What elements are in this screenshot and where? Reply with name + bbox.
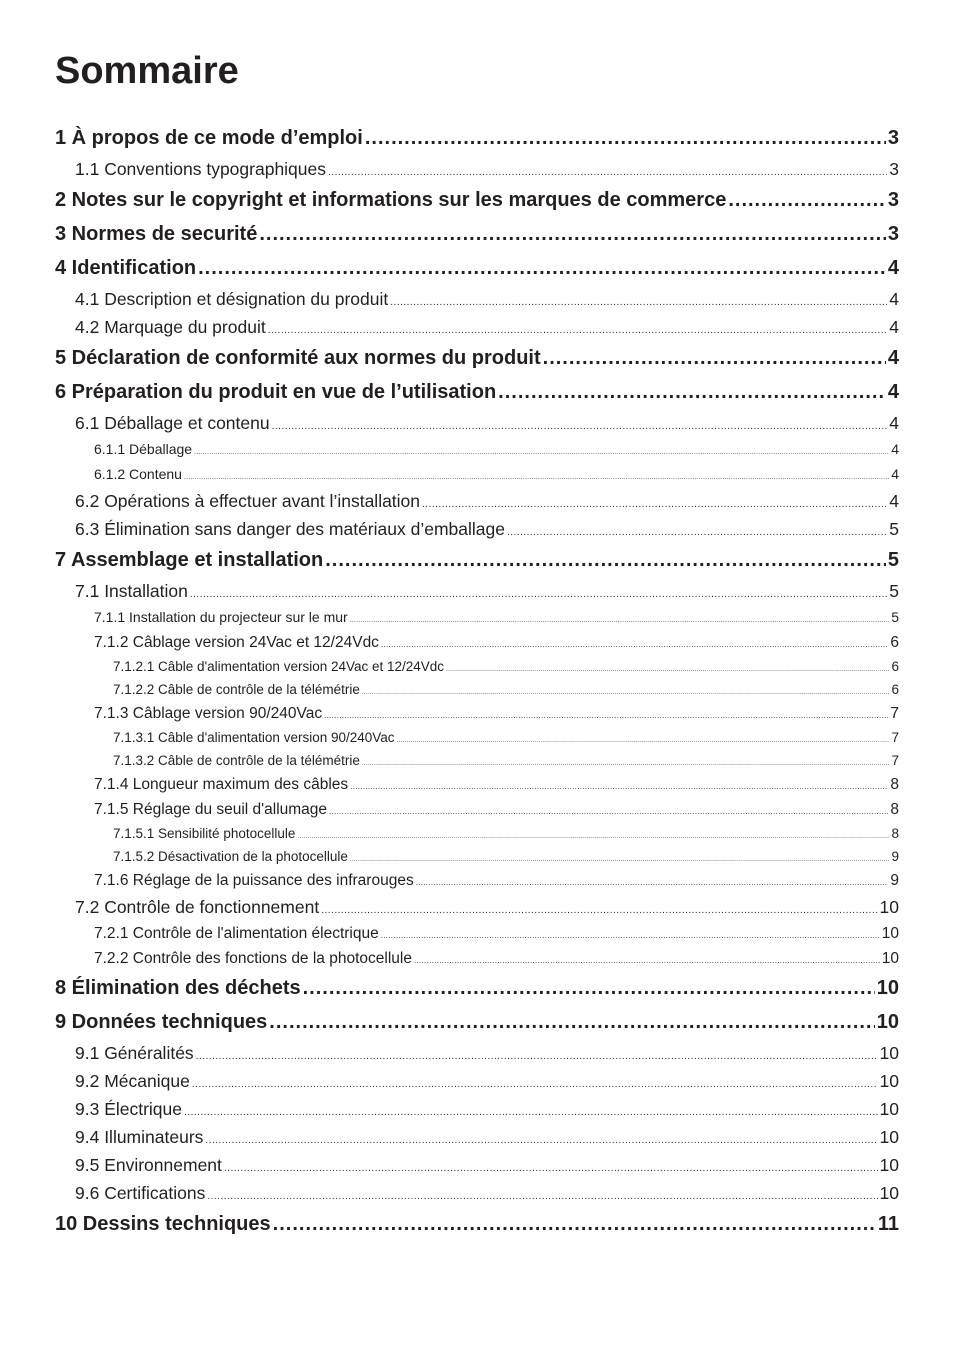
toc-entry-page-number: 3 (887, 223, 899, 245)
toc-entry[interactable] (55, 543, 899, 577)
toc-entry-page-number: 10 (876, 977, 899, 999)
toc-dot-leader (365, 121, 886, 155)
toc-dot-leader (329, 799, 888, 824)
toc-dot-leader (259, 217, 886, 251)
toc-entry-page-number: 4 (889, 491, 899, 511)
toc-entry-label: 7.1.2.2 Câble de contrôle de la télémétrie (113, 682, 360, 697)
toc-entry-page-number: 11 (877, 1213, 899, 1235)
toc-entry-label: 4 Identification (55, 257, 197, 279)
toc-dot-leader (269, 1005, 874, 1039)
toc-entry-page-number: 5 (887, 549, 899, 571)
toc-entry-label: 6.1 Déballage et contenu (75, 413, 270, 433)
toc-entry-label: 7.1.2.1 Câble d'alimentation version 24Vac et 12/24Vdc (113, 659, 445, 674)
toc-entry-page-number: 6 (891, 659, 899, 674)
toc-entry-label: 7.1.2 Câblage version 24Vac et 12/24Vdc (94, 634, 379, 651)
page-title: Sommaire (55, 50, 239, 92)
toc-entry-page-number: 3 (887, 189, 899, 211)
toc-entry-page-number: 6 (890, 634, 899, 651)
toc-entry-page-number: 10 (881, 925, 899, 942)
toc-entry[interactable] (55, 1151, 899, 1179)
toc-dot-leader (543, 341, 886, 375)
toc-dot-leader (498, 375, 886, 409)
toc-entry-label: 9.6 Certifications (75, 1183, 206, 1203)
toc-entry-label: 7.2.2 Contrôle des fonctions de la photocellule (94, 950, 412, 967)
toc-dot-leader (350, 774, 888, 799)
table-of-contents (55, 121, 899, 1241)
toc-entry-label: 2 Notes sur le copyright et informations sur les marques de commerce (55, 189, 727, 211)
toc-entry[interactable] (55, 822, 899, 845)
toc-entry-page-number: 4 (891, 441, 899, 457)
toc-entry[interactable] (55, 375, 899, 409)
toc-entry[interactable] (55, 772, 899, 797)
toc-entry[interactable] (55, 868, 899, 893)
toc-entry-page-number: 8 (890, 801, 899, 818)
toc-entry-page-number: 10 (879, 1099, 899, 1119)
toc-entry-label: 6.1.1 Déballage (94, 441, 193, 457)
toc-entry-page-number: 10 (879, 1043, 899, 1063)
toc-entry[interactable] (55, 845, 899, 868)
toc-entry[interactable] (55, 487, 899, 515)
toc-dot-leader (303, 971, 875, 1005)
toc-entry-page-number: 3 (889, 159, 899, 179)
toc-entry-label: 7 Assemblage et installation (55, 549, 324, 571)
toc-entry-page-number: 4 (887, 347, 899, 369)
toc-entry-label: 6.3 Élimination sans danger des matériaux d’emballage (75, 519, 505, 539)
toc-entry-label: 7.1.4 Longueur maximum des câbles (94, 776, 349, 793)
toc-entry-page-number: 5 (889, 581, 899, 601)
toc-entry-page-number: 10 (879, 897, 899, 917)
toc-entry-page-number: 4 (889, 413, 899, 433)
toc-entry-label: 4.2 Marquage du produit (75, 317, 266, 337)
toc-entry-label: 7.1.5 Réglage du seuil d'allumage (94, 801, 328, 818)
toc-entry-label: 6.1.2 Contenu (94, 466, 182, 482)
toc-entry[interactable] (55, 285, 899, 313)
toc-entry[interactable] (55, 121, 899, 155)
toc-entry-page-number: 6 (891, 682, 899, 697)
toc-entry[interactable] (55, 1067, 899, 1095)
toc-entry[interactable] (55, 437, 899, 462)
toc-entry-page-number: 10 (876, 1011, 899, 1033)
toc-dot-leader (273, 1207, 876, 1241)
toc-entry[interactable] (55, 313, 899, 341)
toc-entry-page-number: 4 (889, 317, 899, 337)
toc-entry[interactable] (55, 921, 899, 946)
toc-entry[interactable] (55, 605, 899, 630)
toc-entry[interactable] (55, 749, 899, 772)
toc-entry-page-number: 4 (889, 289, 899, 309)
toc-entry-page-number: 5 (889, 519, 899, 539)
toc-entry-page-number: 8 (891, 826, 899, 841)
toc-entry-label: 9.1 Généralités (75, 1043, 194, 1063)
toc-entry-label: 9.2 Mécanique (75, 1071, 190, 1091)
toc-entry-page-number: 10 (879, 1183, 899, 1203)
toc-entry[interactable] (55, 630, 899, 655)
toc-dot-leader (381, 632, 888, 657)
toc-dot-leader (381, 923, 880, 948)
toc-entry[interactable] (55, 1123, 899, 1151)
toc-entry-page-number: 4 (887, 381, 899, 403)
toc-entry[interactable] (55, 577, 899, 605)
toc-entry[interactable] (55, 251, 899, 285)
toc-entry-label: 6 Préparation du produit en vue de l’utilisation (55, 381, 497, 403)
toc-entry-label: 9.5 Environnement (75, 1155, 222, 1175)
toc-dot-leader (198, 251, 886, 285)
toc-entry[interactable] (55, 678, 899, 701)
toc-entry-label: 7.2 Contrôle de fonctionnement (75, 897, 320, 917)
toc-entry[interactable] (55, 726, 899, 749)
toc-entry-label: 3 Normes de securité (55, 223, 258, 245)
toc-entry[interactable] (55, 1005, 899, 1039)
toc-entry-page-number: 9 (890, 872, 899, 889)
toc-entry-page-number: 7 (891, 730, 899, 745)
toc-entry[interactable] (55, 341, 899, 375)
toc-entry[interactable] (55, 1095, 899, 1123)
toc-entry-label: 7.2.1 Contrôle de l'alimentation électrique (94, 925, 379, 942)
toc-entry[interactable] (55, 217, 899, 251)
toc-entry-label: 7.1.5.1 Sensibilité photocellule (113, 826, 296, 841)
toc-entry-label: 7.1 Installation (75, 581, 188, 601)
toc-entry-page-number: 4 (887, 257, 899, 279)
toc-entry-label: 5 Déclaration de conformité aux normes du produit (55, 347, 541, 369)
toc-entry-label: 1 À propos de ce mode d’emploi (55, 127, 363, 149)
toc-entry[interactable] (55, 155, 899, 183)
toc-dot-leader (416, 870, 889, 895)
toc-entry-page-number: 5 (891, 609, 899, 625)
toc-entry-page-number: 3 (887, 127, 899, 149)
toc-entry[interactable] (55, 1039, 899, 1067)
toc-entry[interactable] (55, 893, 899, 921)
toc-entry-label: 7.1.6 Réglage de la puissance des infrarouges (94, 872, 414, 889)
toc-entry-label: 8 Élimination des déchets (55, 977, 301, 999)
toc-entry[interactable] (55, 971, 899, 1005)
toc-entry-label: 9.4 Illuminateurs (75, 1127, 204, 1147)
toc-entry-page-number: 7 (890, 705, 899, 722)
toc-entry-page-number: 10 (879, 1071, 899, 1091)
toc-dot-leader (728, 183, 886, 217)
toc-entry-label: 9.3 Électrique (75, 1099, 183, 1119)
toc-entry-label: 6.2 Opérations à effectuer avant l’installation (75, 491, 421, 511)
toc-entry[interactable] (55, 946, 899, 971)
toc-dot-leader (324, 703, 888, 728)
toc-entry-page-number: 10 (879, 1127, 899, 1147)
toc-entry-page-number: 4 (891, 466, 899, 482)
toc-entry-label: 7.1.3.2 Câble de contrôle de la télémétrie (113, 753, 360, 768)
toc-entry-label: 10 Dessins techniques (55, 1213, 271, 1235)
toc-dot-leader (325, 543, 886, 577)
toc-entry[interactable] (55, 701, 899, 726)
toc-entry-label: 9 Données techniques (55, 1011, 268, 1033)
toc-entry-label: 7.1.3 Câblage version 90/240Vac (94, 705, 323, 722)
toc-entry-page-number: 9 (891, 849, 899, 864)
toc-entry[interactable] (55, 1179, 899, 1207)
toc-entry-label: 4.1 Description et désignation du produit (75, 289, 389, 309)
toc-entry-label: 1.1 Conventions typographiques (75, 159, 327, 179)
toc-entry[interactable] (55, 183, 899, 217)
toc-entry-page-number: 10 (881, 950, 899, 967)
toc-entry[interactable] (55, 462, 899, 487)
toc-dot-leader (414, 948, 880, 973)
toc-entry[interactable] (55, 797, 899, 822)
toc-entry[interactable] (55, 409, 899, 437)
toc-entry[interactable] (55, 1207, 899, 1241)
toc-entry-label: 7.1.3.1 Câble d'alimentation version 90/240Vac (113, 730, 395, 745)
toc-entry-page-number: 10 (879, 1155, 899, 1175)
toc-entry-page-number: 8 (890, 776, 899, 793)
toc-entry[interactable] (55, 515, 899, 543)
toc-entry-page-number: 7 (891, 753, 899, 768)
toc-entry[interactable] (55, 655, 899, 678)
toc-entry-label: 7.1.5.2 Désactivation de la photocellule (113, 849, 348, 864)
toc-entry-label: 7.1.1 Installation du projecteur sur le mur (94, 609, 348, 625)
